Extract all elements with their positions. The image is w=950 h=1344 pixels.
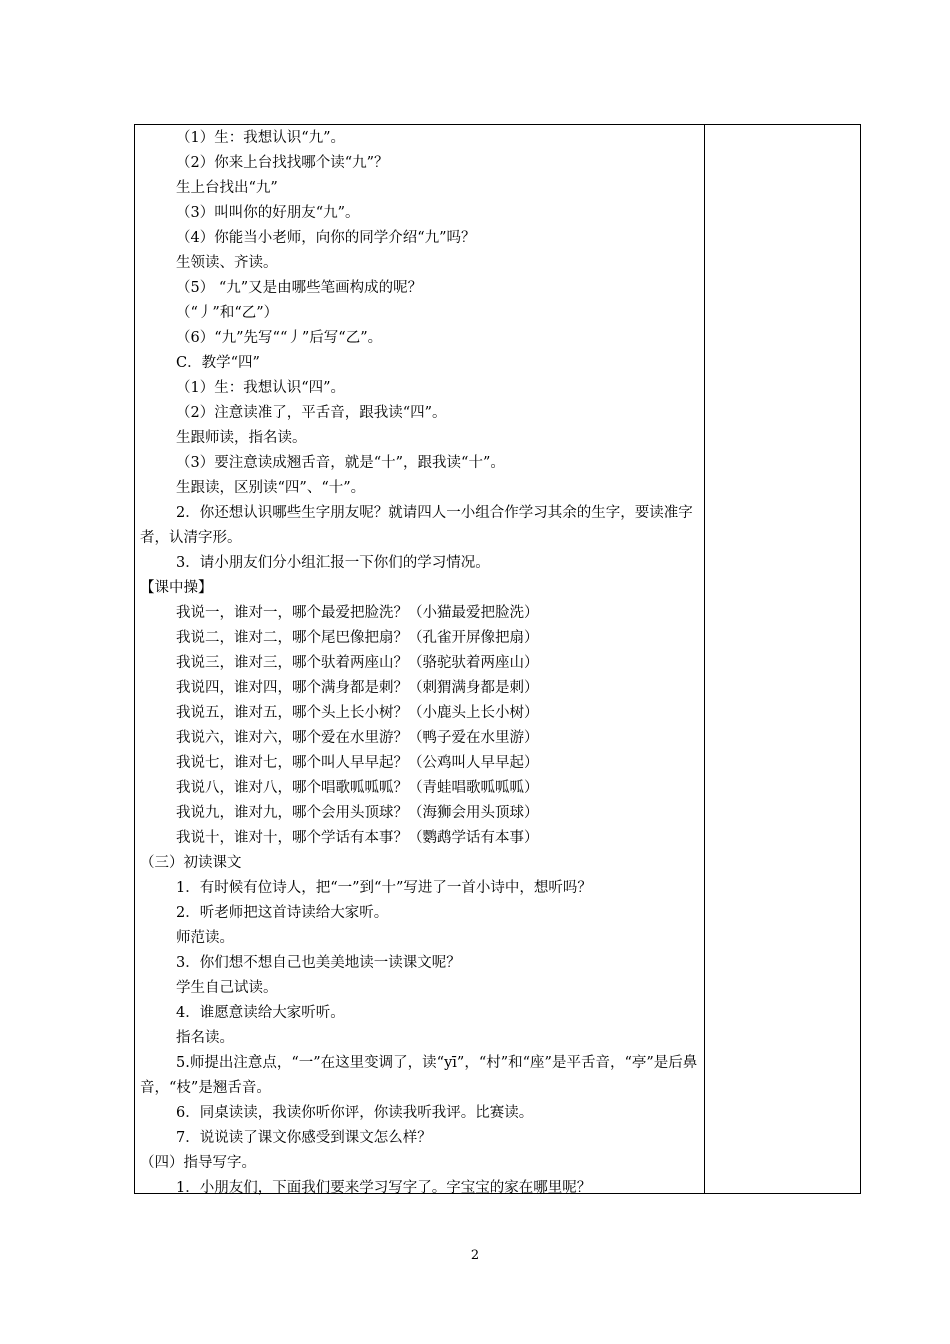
text-line: 2．听老师把这首诗读给大家听。 — [176, 905, 389, 921]
text-line: （2）你来上台找找哪个读“九”？ — [176, 155, 389, 171]
text-line: 3．你们想不想自己也美美地读一读课文呢？ — [176, 955, 461, 971]
text-line: C．教学“四” — [176, 355, 260, 371]
text-line: 我说八，谁对八，哪个唱歌呱呱呱？（青蛙唱歌呱呱呱） — [176, 780, 539, 796]
text-line: 生上台找出“九” — [176, 180, 278, 196]
text-line: 我说二，谁对二，哪个尾巴像把扇？（孔雀开屏像把扇） — [176, 630, 539, 646]
text-line: （3）叫叫你的好朋友“九”。 — [176, 205, 360, 221]
text-line: 我说五，谁对五，哪个头上长小树？（小鹿头上长小树） — [176, 705, 539, 721]
text-line: （6）“九”先写““丿”后写“乙”。 — [176, 330, 383, 346]
text-line: （“丿”和“乙”） — [176, 305, 279, 321]
text-line: （4）你能当小老师，向你的同学介绍“九”吗？ — [176, 230, 476, 246]
text-line: 指名读。 — [176, 1030, 234, 1046]
text-line: 4．谁愿意读给大家听听。 — [176, 1005, 345, 1021]
lesson-content — [136, 126, 702, 1201]
text-line: 3．请小朋友们分小组汇报一下你们的学习情况。 — [176, 555, 490, 571]
text-line: 6．同桌读读，我读你听你评，你读我听我评。比赛读。 — [176, 1105, 534, 1121]
table-column-divider — [704, 124, 705, 1194]
text-line: （四）指导写字。 — [140, 1155, 256, 1171]
text-line: （2）注意读准了，平舌音，跟我读“四”。 — [176, 405, 447, 421]
text-line: 我说一，谁对一，哪个最爱把脸洗？（小猫最爱把脸洗） — [176, 605, 539, 621]
page-number: 2 — [470, 1248, 480, 1263]
text-line: 我说六，谁对六，哪个爱在水里游？（鸭子爱在水里游） — [176, 730, 539, 746]
text-line: 生领读、齐读。 — [176, 255, 278, 271]
text-line: 生跟读，区别读“四”、“十”。 — [176, 480, 366, 496]
text-line: 我说七，谁对七，哪个叫人早早起？（公鸡叫人早早起） — [176, 755, 539, 771]
text-line: （3）要注意读成翘舌音，就是“十”，跟我读“十”。 — [176, 455, 505, 471]
text-line: 1．有时候有位诗人，把“一”到“十”写进了一首小诗中，想听吗？ — [176, 880, 592, 896]
text-line: 2．你还想认识哪些生字朋友呢？就请四人一小组合作学习其余的生字，要读准字者，认清字形。 — [140, 505, 693, 546]
text-line: （1）生：我想认识“四”。 — [176, 380, 346, 396]
text-line: 7．说说读了课文你感受到课文怎么样？ — [176, 1130, 432, 1146]
text-line: 学生自己试读。 — [176, 980, 278, 996]
text-line: 我说四，谁对四，哪个满身都是刺？（刺猬满身都是刺） — [176, 680, 539, 696]
text-line: 师范读。 — [176, 930, 234, 946]
text-line: 我说九，谁对九，哪个会用头顶球？（海狮会用头顶球） — [176, 805, 539, 821]
text-line: （5） “九”又是由哪些笔画构成的呢？ — [176, 280, 423, 296]
text-line: 生跟师读，指名读。 — [176, 430, 307, 446]
text-line: （三）初读课文 — [140, 855, 242, 871]
text-line: 5.师提出注意点，“一”在这里变调了，读“yī”，“村”和“座”是平舌音，“亭”是后鼻音，“枝”是翘舌音。 — [140, 1055, 698, 1096]
text-line: （1）生：我想认识“九”。 — [176, 130, 346, 146]
text-line: 【课中操】 — [140, 580, 213, 596]
text-line: 我说三，谁对三，哪个驮着两座山？（骆驼驮着两座山） — [176, 655, 539, 671]
text-line: 1．小朋友们，下面我们要来学习写字了。字宝宝的家在哪里呢？ — [176, 1180, 592, 1196]
text-line: 我说十，谁对十，哪个学话有本事？（鹦鹉学话有本事） — [176, 830, 539, 846]
